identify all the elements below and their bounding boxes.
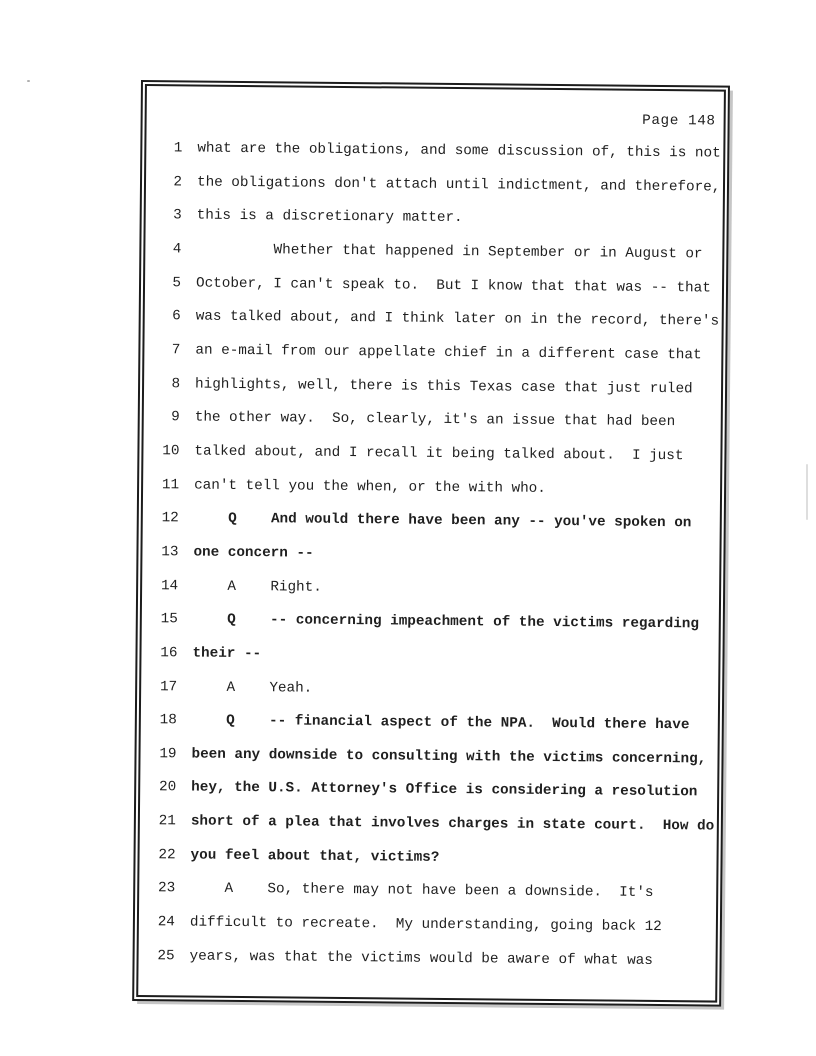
line-number: 13 [161, 544, 179, 561]
line-number: 21 [158, 813, 176, 830]
line-number: 12 [161, 510, 179, 527]
transcript-line [148, 645, 714, 684]
line-number: 20 [158, 779, 177, 796]
transcript-line [148, 679, 714, 718]
line-text: Q -- financial aspect of the NPA. Would there have [191, 712, 690, 734]
line-number: 7 [171, 342, 181, 359]
scan-smudge-artifact [806, 464, 808, 520]
line-text: you feel about that, victims? [190, 847, 440, 866]
line-text: the other way. So, clearly, it's an issue that had been [194, 409, 676, 431]
line-text: Q -- concerning impeachment of the victims regarding [192, 611, 700, 633]
transcript-line [151, 376, 717, 415]
transcript-line [150, 510, 716, 549]
line-number: 19 [159, 746, 177, 763]
transcript-line [152, 275, 718, 314]
line-text: Q And would there have been any -- you've spoken on [193, 510, 692, 532]
line-number: 5 [172, 274, 182, 292]
line-number: 17 [159, 678, 178, 695]
line-text: Whether that happened in September or in August or [196, 241, 703, 263]
transcript-line [148, 712, 714, 751]
transcript-line [147, 746, 713, 785]
line-number: 22 [158, 846, 176, 864]
transcript-line [152, 241, 718, 280]
transcript-frame [132, 80, 730, 1007]
transcript-line [150, 443, 716, 482]
line-text: October, I can't speak to. But I know that that was -- that [195, 275, 711, 297]
line-number: 9 [171, 409, 180, 426]
line-number: 14 [160, 577, 179, 594]
line-number: 8 [171, 375, 181, 392]
line-number: 10 [162, 443, 180, 460]
line-text: one concern -- [193, 544, 314, 562]
line-number: 24 [157, 914, 175, 931]
line-text: years, was that the victims would be aware of what was [189, 948, 653, 969]
line-text: A Yeah. [192, 679, 313, 697]
line-text: been any downside to consulting with the victims concerning, [191, 746, 707, 768]
line-number: 1 [173, 140, 183, 157]
line-text: can't tell you the when, or the with who. [194, 477, 546, 497]
transcript-line [153, 174, 719, 213]
transcript-line [149, 578, 715, 617]
line-text: talked about, and I recall it being talked about. I just [194, 443, 684, 465]
line-text: highlights, well, there is this Texas case that just ruled [195, 376, 693, 397]
transcript-line [145, 948, 711, 987]
transcript-line [147, 813, 713, 852]
line-number: 4 [172, 241, 182, 258]
transcript-frame-inner-border [136, 84, 726, 1003]
transcript-line [146, 914, 712, 953]
transcript-line [149, 544, 715, 583]
line-text: A So, there may not have been a downside. It's [190, 880, 654, 902]
page-number-label: Page 148 [642, 112, 716, 130]
line-text: the obligations don't attach until indictment, and therefore, [196, 174, 721, 196]
line-number: 18 [159, 712, 177, 729]
line-text: their -- [192, 645, 262, 663]
transcript-line [150, 477, 716, 516]
line-text: this is a discretionary matter. [196, 207, 463, 227]
line-number: 3 [173, 207, 182, 224]
transcript-line [151, 308, 720, 347]
line-text: hey, the U.S. Attorney's Office is considering a resolution [191, 779, 698, 801]
line-number: 2 [173, 173, 183, 191]
transcript-line [149, 611, 715, 650]
line-text: what are the obligations, and some discussion of, this is not [197, 140, 721, 162]
line-text: A Right. [193, 578, 322, 596]
line-text: was talked about, and I think later on in the record, there's [195, 308, 720, 330]
line-number: 16 [160, 645, 178, 662]
line-text: difficult to recreate. My understanding, going back 12 [189, 914, 662, 936]
line-number: 15 [160, 611, 178, 628]
line-number: 11 [161, 476, 180, 493]
line-number: 23 [157, 880, 176, 897]
scan-speck-artifact [27, 80, 30, 82]
transcript-line [146, 847, 712, 886]
line-number: 25 [157, 947, 175, 965]
transcript-line [152, 207, 718, 246]
transcript-line [151, 342, 717, 381]
line-text: short of a plea that involves charges in state court. How do [190, 813, 715, 835]
transcript-line [153, 140, 719, 179]
line-text: an e-mail from our appellate chief in a different case that [195, 342, 702, 364]
transcript-line [151, 409, 717, 448]
transcript-line [146, 881, 712, 920]
transcript-line [147, 780, 713, 819]
transcript-lines [145, 140, 719, 987]
line-number: 6 [172, 308, 181, 325]
